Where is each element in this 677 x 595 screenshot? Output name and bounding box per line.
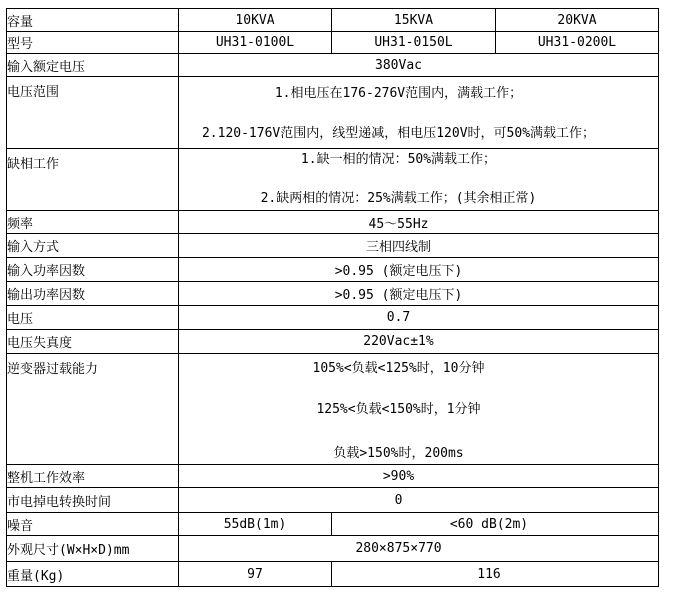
row-frequency	[7, 211, 659, 234]
voltage-range-label: 电压范围	[7, 77, 179, 149]
voltage-label: 电压	[7, 306, 179, 330]
noise-value-15-20kva: <60 dB(2m)	[332, 513, 659, 536]
row-capacity	[7, 9, 659, 32]
model-label: 型号	[7, 32, 179, 54]
frequency-value: 45～55Hz	[179, 211, 659, 234]
phase-loss-line-1: 1.缺一相的情况：50%满载工作；	[300, 152, 497, 167]
capacity-label: 容量	[7, 9, 179, 32]
input-power-factor-label: 输入功率因数	[7, 258, 179, 282]
phase-loss-label: 缺相工作	[7, 149, 179, 211]
row-input-mode	[7, 234, 659, 258]
input-rated-voltage-value: 380Vac	[179, 54, 659, 77]
capacity-value-15kva: 15KVA	[332, 9, 496, 32]
phase-loss-value	[179, 149, 659, 211]
output-power-factor-value: >0.95 (额定电压下)	[179, 282, 659, 306]
model-value-20kva: UH31-0200L	[496, 32, 659, 54]
row-input-rated-voltage	[7, 54, 659, 77]
row-dimensions	[7, 536, 659, 562]
efficiency-label: 整机工作效率	[7, 465, 179, 488]
dimensions-value: 280×875×770	[179, 536, 659, 562]
row-voltage-range	[7, 77, 659, 149]
transfer-time-value: 0	[179, 488, 659, 513]
row-transfer-time	[7, 488, 659, 513]
inverter-overload-label: 逆变器过载能力	[7, 354, 179, 465]
inverter-overload-line-2: 125%<负载<150%时，1分钟	[316, 402, 481, 417]
input-rated-voltage-label: 输入额定电压	[7, 54, 179, 77]
row-input-power-factor	[7, 258, 659, 282]
row-voltage-distortion	[7, 330, 659, 354]
input-power-factor-value: >0.95 (额定电压下)	[179, 258, 659, 282]
ups-spec-table	[6, 8, 659, 587]
dimensions-label: 外观尺寸(W×H×D)mm	[7, 536, 179, 562]
row-inverter-overload	[7, 354, 659, 465]
voltage-value: 0.7	[179, 306, 659, 330]
noise-label: 噪音	[7, 513, 179, 536]
inverter-overload-line-3: 负载>150%时，200ms	[333, 446, 464, 461]
noise-value-10kva: 55dB(1m)	[179, 513, 332, 536]
row-noise	[7, 513, 659, 536]
transfer-time-label: 市电掉电转换时间	[7, 488, 179, 513]
input-mode-value: 三相四线制	[179, 234, 659, 258]
efficiency-value: >90%	[179, 465, 659, 488]
voltage-distortion-value: 220Vac±1%	[179, 330, 659, 354]
row-weight	[7, 562, 659, 587]
weight-label: 重量(Kg)	[7, 562, 179, 587]
voltage-distortion-label: 电压失真度	[7, 330, 179, 354]
input-mode-label: 输入方式	[7, 234, 179, 258]
inverter-overload-value	[179, 354, 659, 465]
model-value-15kva: UH31-0150L	[332, 32, 496, 54]
output-power-factor-label: 输出功率因数	[7, 282, 179, 306]
frequency-label: 频率	[7, 211, 179, 234]
row-model	[7, 32, 659, 54]
voltage-range-line-2: 2.120-176V范围内，线型递减，相电压120V时，可50%满载工作；	[201, 126, 596, 141]
weight-value-10kva: 97	[179, 562, 332, 587]
inverter-overload-line-1: 105%<负载<125%时，10分钟	[312, 361, 485, 376]
model-value-10kva: UH31-0100L	[179, 32, 332, 54]
row-voltage	[7, 306, 659, 330]
row-efficiency	[7, 465, 659, 488]
voltage-range-line-1: 1.相电压在176-276V范围内，满载工作；	[274, 86, 523, 101]
voltage-range-value	[179, 77, 659, 149]
weight-value-15-20kva: 116	[332, 562, 659, 587]
phase-loss-line-2: 2.缺两相的情况：25%满载工作；(其余相正常)	[260, 191, 537, 206]
row-output-power-factor	[7, 282, 659, 306]
capacity-value-10kva: 10KVA	[179, 9, 332, 32]
capacity-value-20kva: 20KVA	[496, 9, 659, 32]
row-phase-loss	[7, 149, 659, 211]
